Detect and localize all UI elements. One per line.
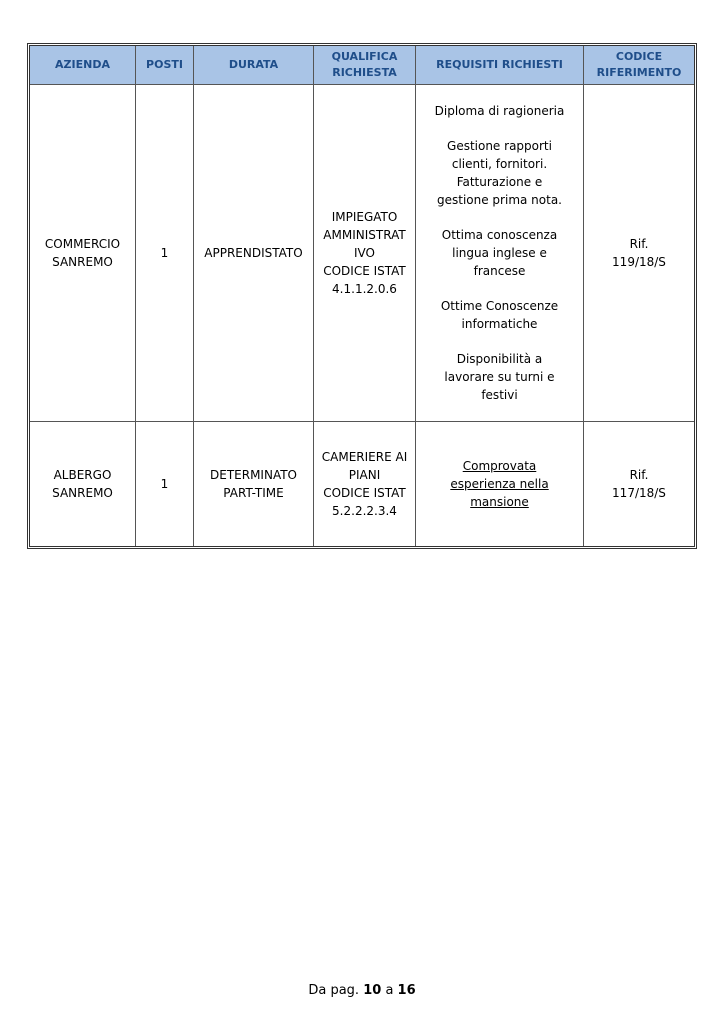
- cell-posti: 1: [136, 85, 194, 422]
- header-qualifica: QUALIFICA RICHIESTA: [314, 46, 416, 85]
- cell-azienda: ALBERGO SANREMO: [30, 422, 136, 546]
- cell-requisiti: Diploma di ragioneria Gestione rapporti clienti, fornitori. Fatturazione e gestione prima nota. Ottima conoscenza lingua inglese e francese Ottime Conoscenze informatiche Disponibilità a lavorare su turni e festivi: [416, 85, 584, 422]
- cell-qualifica: IMPIEGATO AMMINISTRAT IVO CODICE ISTAT 4.1.1.2.0.6: [314, 85, 416, 422]
- cell-codice: Rif. 117/18/S: [612, 468, 666, 500]
- footer-total-pages: 16: [397, 983, 416, 998]
- header-codice: CODICE RIFERIMENTO: [584, 46, 694, 85]
- header-requisiti: REQUISITI RICHIESTI: [416, 46, 584, 85]
- cell-durata: APPRENDISTATO: [194, 85, 314, 422]
- table-header-row: [30, 46, 694, 85]
- cell-posti: 1: [136, 422, 194, 546]
- header-durata: DURATA: [194, 46, 314, 85]
- cell-durata: DETERMINATO PART-TIME: [194, 422, 314, 546]
- header-azienda: AZIENDA: [30, 46, 136, 85]
- footer-prefix: Da pag.: [308, 983, 360, 998]
- cell-requisiti: Comprovata esperienza nella mansione: [416, 422, 584, 546]
- table-row: [30, 422, 694, 546]
- job-offers-table: [27, 43, 697, 549]
- cell-codice: Rif. 119/18/S: [584, 85, 694, 422]
- cell-azienda: COMMERCIO SANREMO: [30, 85, 136, 422]
- footer-separator: a: [385, 983, 394, 998]
- table-row: [30, 85, 694, 422]
- footer-page-number: 10: [363, 983, 382, 998]
- page-footer: [0, 983, 724, 998]
- header-posti: POSTI: [136, 46, 194, 85]
- cell-qualifica: CAMERIERE AI PIANI CODICE ISTAT 5.2.2.2.3.4: [314, 422, 416, 546]
